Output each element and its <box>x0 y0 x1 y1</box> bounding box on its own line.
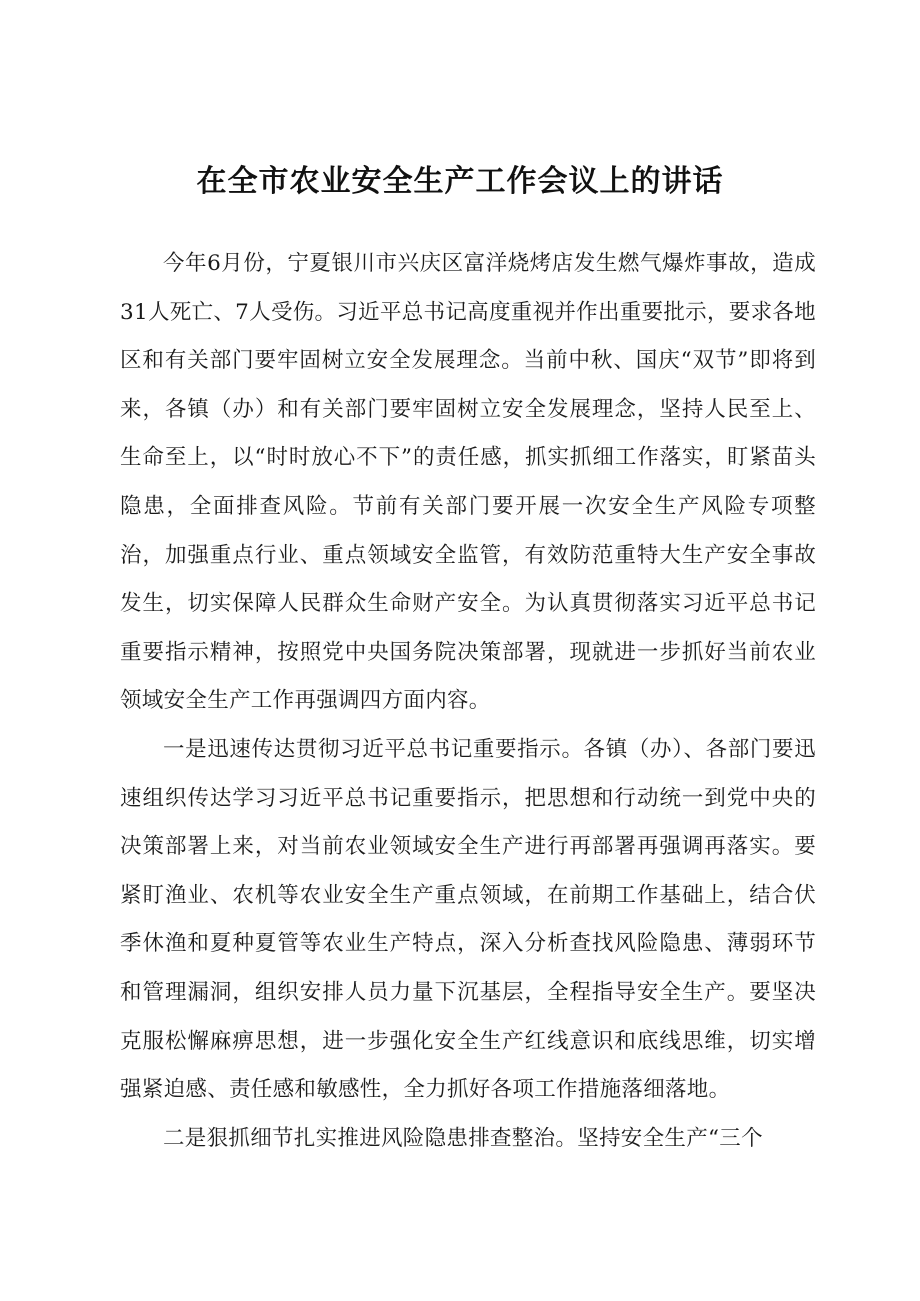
document-title: 在全市农业安全生产工作会议上的讲话 <box>196 164 724 199</box>
paragraph-point-one: 一是迅速传达贯彻习近平总书记重要指示。各镇（办）、各部门要迅速组织传达学习习近平总书记重要指示，把思想和行动统一到党中央的决策部署上来，对当前农业领域安全生产进行再部署再强调再落实。要紧盯渔业、农机等农业安全生产重点领域，在前期工作基础上，结合伏季休渔和夏种夏管等农业生产特点，深入分析查找风险隐患、薄弱环节和管理漏洞，组织安排人员力量下沉基层，全程指导安全生产。要坚决克服松懈麻痹思想，进一步强化安全生产红线意识和底线思维，切实增强紧迫感、责任感和敏感性，全力抓好各项工作措施落细落地。 <box>120 736 816 1103</box>
paragraph-intro: 今年6月份，宁夏银川市兴庆区富洋烧烤店发生燃气爆炸事故，造成31人死亡、7人受伤。习近平总书记高度重视并作出重要批示，要求各地区和有关部门要牢固树立安全发展理念。当前中秋、国庆“双节”即将到来，各镇（办）和有关部门要牢固树立安全发展理念，坚持人民至上、生命至上，以“时时放心不下”的责任感，抓实抓细工作落实，盯紧苗头隐患，全面排查风险。节前有关部门要开展一次安全生产风险专项整治，加强重点行业、重点领域安全监管，有效防范重特大生产安全事故发生，切实保障人民群众生命财产安全。为认真贯彻落实习近平总书记重要指示精神，按照党中央国务院决策部署，现就进一步抓好当前农业领域安全生产工作再强调四方面内容。 <box>120 251 816 714</box>
document-body <box>120 240 816 1163</box>
paragraph-point-two: 二是狠抓细节扎实推进风险隐患排查整治。坚持安全生产“三个 <box>163 1125 763 1151</box>
